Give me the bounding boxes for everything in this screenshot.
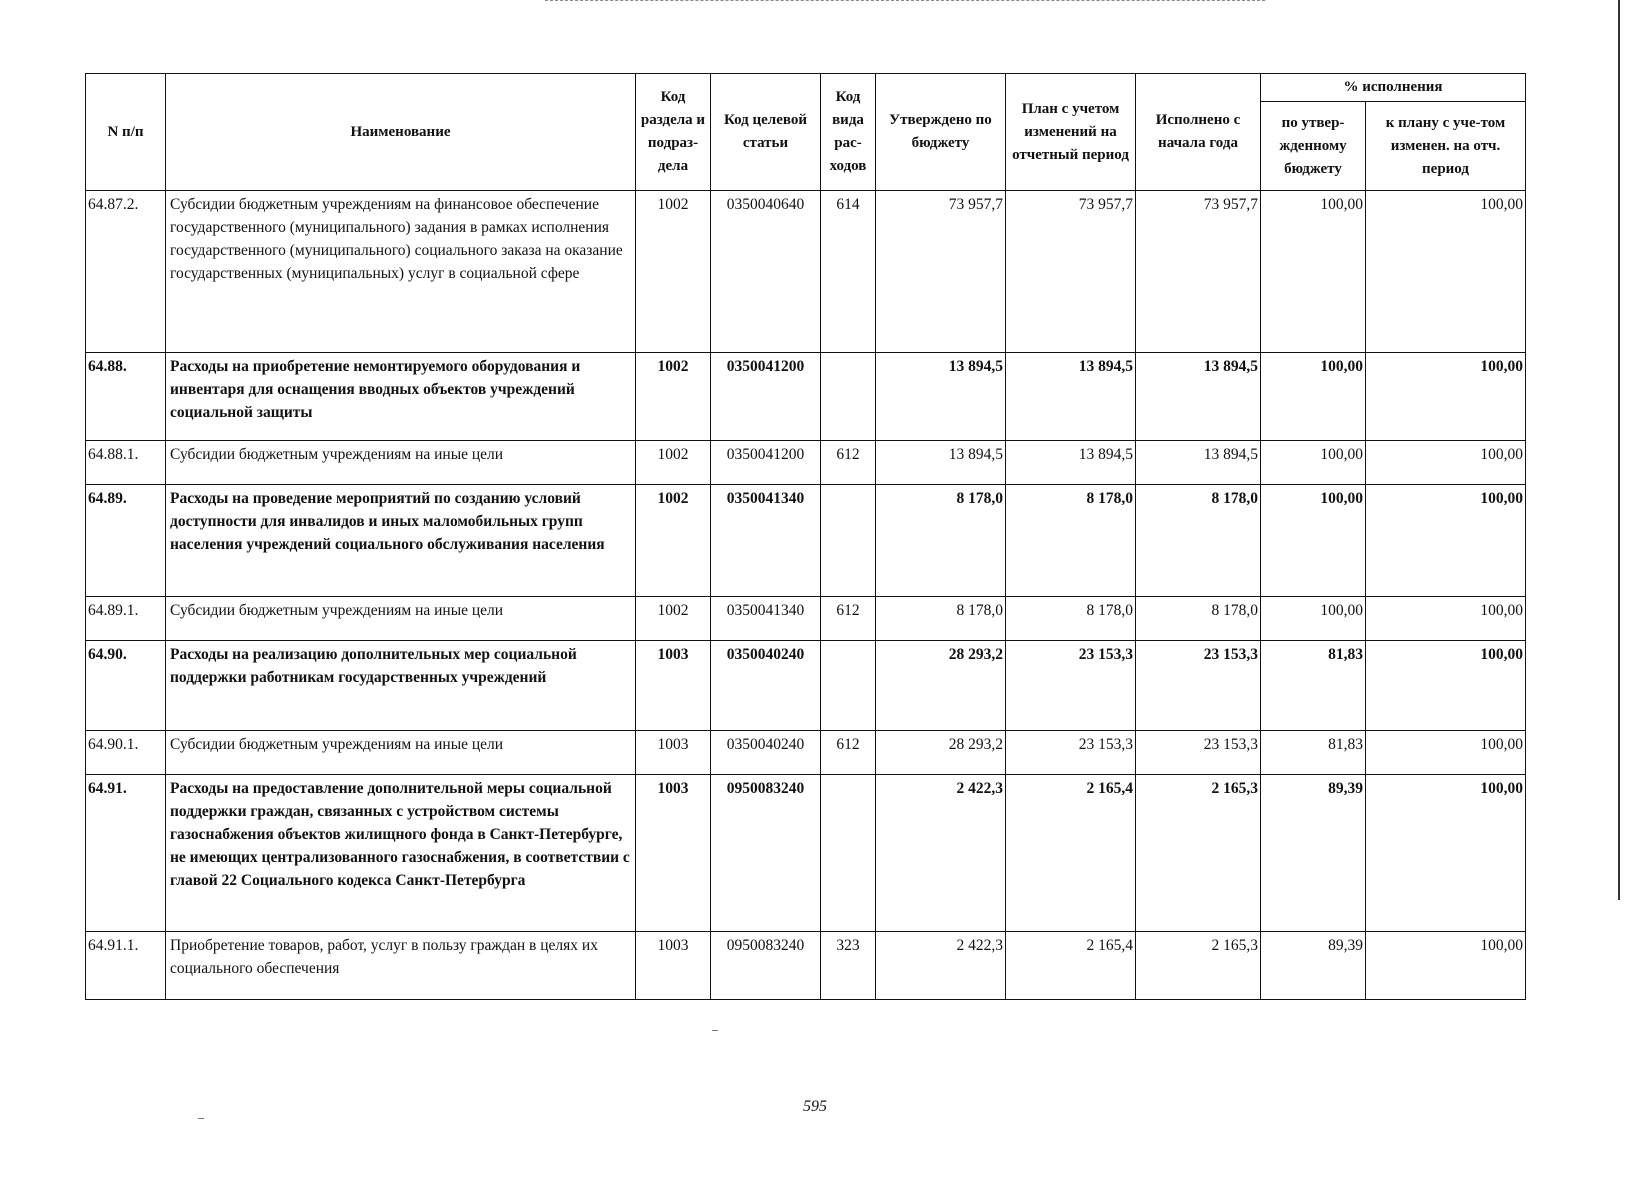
cell-plan: 2 165,4 [1006, 932, 1136, 1000]
cell-utv: 2 422,3 [876, 932, 1006, 1000]
cell-num: 64.91.1. [86, 932, 166, 1000]
cell-utv: 2 422,3 [876, 775, 1006, 932]
cell-name: Расходы на предоставление дополнительной меры социальной поддержки граждан, связанных с устройством системы газоснабжения объектов жилищного фонда в Санкт-Петербурге, не имеющих централизованного газоснабжения, в соответствии с главой 22 Социального кодекса Санкт-Петербурга [166, 775, 636, 932]
cell-pct-utv: 81,83 [1261, 731, 1366, 775]
header-num: N п/п [86, 74, 166, 191]
top-rule [545, 0, 1265, 1]
table-row [86, 485, 1526, 597]
cell-celevaya: 0950083240 [711, 775, 821, 932]
cell-pct-utv: 100,00 [1261, 597, 1366, 641]
cell-name: Расходы на приобретение немонтируемого оборудования и инвентаря для оснащения вводных объектов учреждений социальной защиты [166, 353, 636, 441]
cell-vid [821, 775, 876, 932]
cell-num: 64.89. [86, 485, 166, 597]
cell-isp: 8 178,0 [1136, 485, 1261, 597]
cell-utv: 28 293,2 [876, 641, 1006, 731]
scan-speck [712, 1030, 718, 1031]
cell-celevaya: 0950083240 [711, 932, 821, 1000]
cell-pct-plan: 100,00 [1366, 641, 1526, 731]
cell-vid: 614 [821, 191, 876, 353]
table-row [86, 731, 1526, 775]
cell-name: Субсидии бюджетным учреждениям на финансовое обеспечение государственного (муниципального) задания в рамках исполнения государственного (муниципального) социального заказа на оказание государственных (муниципальных) услуг в социальной сфере [166, 191, 636, 353]
cell-pct-plan: 100,00 [1366, 353, 1526, 441]
cell-num: 64.90. [86, 641, 166, 731]
cell-pct-plan: 100,00 [1366, 775, 1526, 932]
cell-num: 64.87.2. [86, 191, 166, 353]
table-row [86, 441, 1526, 485]
cell-num: 64.91. [86, 775, 166, 932]
cell-utv: 13 894,5 [876, 441, 1006, 485]
cell-num: 64.88. [86, 353, 166, 441]
table-row [86, 191, 1526, 353]
cell-razdel: 1002 [636, 441, 711, 485]
cell-celevaya: 0350040640 [711, 191, 821, 353]
cell-vid: 323 [821, 932, 876, 1000]
cell-pct-utv: 100,00 [1261, 191, 1366, 353]
cell-plan: 73 957,7 [1006, 191, 1136, 353]
cell-pct-plan: 100,00 [1366, 191, 1526, 353]
header-pct-utv: по утвер-жденному бюджету [1261, 102, 1366, 191]
header-isp: Исполнено с начала года [1136, 74, 1261, 191]
table-row [86, 641, 1526, 731]
cell-plan: 2 165,4 [1006, 775, 1136, 932]
cell-num: 64.88.1. [86, 441, 166, 485]
cell-razdel: 1003 [636, 731, 711, 775]
cell-pct-utv: 100,00 [1261, 353, 1366, 441]
cell-razdel: 1002 [636, 353, 711, 441]
cell-vid [821, 353, 876, 441]
header-name: Наименование [166, 74, 636, 191]
cell-isp: 23 153,3 [1136, 731, 1261, 775]
cell-isp: 13 894,5 [1136, 441, 1261, 485]
cell-plan: 8 178,0 [1006, 597, 1136, 641]
cell-name: Расходы на реализацию дополнительных мер социальной поддержки работникам государственных учреждений [166, 641, 636, 731]
cell-vid [821, 641, 876, 731]
cell-pct-plan: 100,00 [1366, 441, 1526, 485]
cell-plan: 13 894,5 [1006, 353, 1136, 441]
header-celevaya: Код целевой статьи [711, 74, 821, 191]
cell-vid: 612 [821, 731, 876, 775]
cell-utv: 13 894,5 [876, 353, 1006, 441]
header-plan: План с учетом изменений на отчетный период [1006, 74, 1136, 191]
header-pct-plan: к плану с уче-том изменен. на отч. период [1366, 102, 1526, 191]
cell-plan: 13 894,5 [1006, 441, 1136, 485]
cell-celevaya: 0350041200 [711, 353, 821, 441]
table-row [86, 775, 1526, 932]
cell-vid [821, 485, 876, 597]
cell-utv: 73 957,7 [876, 191, 1006, 353]
budget-execution-table [85, 73, 1526, 1000]
cell-razdel: 1002 [636, 485, 711, 597]
cell-name: Субсидии бюджетным учреждениям на иные цели [166, 597, 636, 641]
cell-plan: 23 153,3 [1006, 641, 1136, 731]
cell-pct-utv: 100,00 [1261, 441, 1366, 485]
cell-razdel: 1003 [636, 932, 711, 1000]
cell-num: 64.90.1. [86, 731, 166, 775]
page-number: 595 [803, 1098, 827, 1115]
cell-utv: 8 178,0 [876, 485, 1006, 597]
cell-vid: 612 [821, 597, 876, 641]
table-row [86, 353, 1526, 441]
cell-razdel: 1003 [636, 775, 711, 932]
cell-isp: 73 957,7 [1136, 191, 1261, 353]
cell-razdel: 1003 [636, 641, 711, 731]
cell-celevaya: 0350040240 [711, 731, 821, 775]
cell-razdel: 1002 [636, 597, 711, 641]
cell-celevaya: 0350040240 [711, 641, 821, 731]
cell-utv: 28 293,2 [876, 731, 1006, 775]
cell-pct-plan: 100,00 [1366, 932, 1526, 1000]
cell-plan: 8 178,0 [1006, 485, 1136, 597]
header-vid: Код вида рас-ходов [821, 74, 876, 191]
cell-name: Приобретение товаров, работ, услуг в пользу граждан в целях их социального обеспечения [166, 932, 636, 1000]
cell-isp: 2 165,3 [1136, 932, 1261, 1000]
scan-speck [198, 1118, 204, 1119]
cell-pct-plan: 100,00 [1366, 597, 1526, 641]
cell-celevaya: 0350041200 [711, 441, 821, 485]
header-pct-group: % исполнения [1261, 74, 1526, 102]
header-utv: Утверждено по бюджету [876, 74, 1006, 191]
cell-plan: 23 153,3 [1006, 731, 1136, 775]
table-row [86, 932, 1526, 1000]
cell-pct-plan: 100,00 [1366, 485, 1526, 597]
cell-pct-utv: 81,83 [1261, 641, 1366, 731]
scan-edge [1618, 0, 1620, 900]
cell-isp: 8 178,0 [1136, 597, 1261, 641]
cell-celevaya: 0350041340 [711, 597, 821, 641]
cell-name: Расходы на проведение мероприятий по созданию условий доступности для инвалидов и иных маломобильных групп населения учреждений социального обслуживания населения [166, 485, 636, 597]
table-row [86, 597, 1526, 641]
cell-name: Субсидии бюджетным учреждениям на иные цели [166, 731, 636, 775]
cell-name: Субсидии бюджетным учреждениям на иные цели [166, 441, 636, 485]
cell-pct-utv: 100,00 [1261, 485, 1366, 597]
cell-isp: 23 153,3 [1136, 641, 1261, 731]
cell-celevaya: 0350041340 [711, 485, 821, 597]
cell-utv: 8 178,0 [876, 597, 1006, 641]
cell-isp: 13 894,5 [1136, 353, 1261, 441]
cell-num: 64.89.1. [86, 597, 166, 641]
cell-isp: 2 165,3 [1136, 775, 1261, 932]
cell-pct-utv: 89,39 [1261, 775, 1366, 932]
header-razdel: Код раздела и подраз-дела [636, 74, 711, 191]
cell-pct-utv: 89,39 [1261, 932, 1366, 1000]
cell-vid: 612 [821, 441, 876, 485]
cell-pct-plan: 100,00 [1366, 731, 1526, 775]
cell-razdel: 1002 [636, 191, 711, 353]
